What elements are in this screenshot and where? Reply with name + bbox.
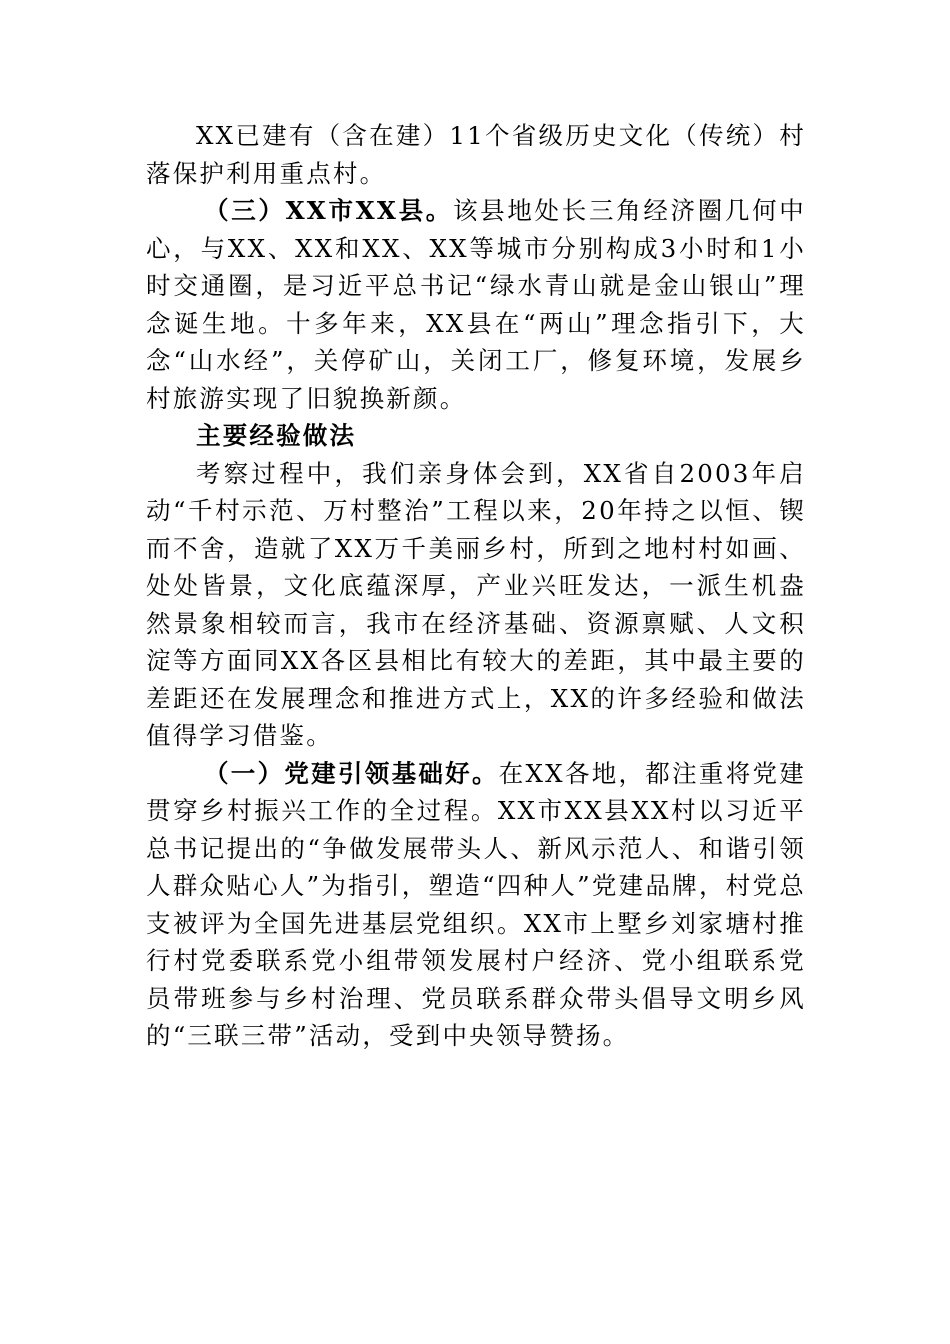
- paragraph-county-section: [146, 192, 806, 417]
- section-lead-heading: （一）党建引领基础好。: [204, 758, 499, 788]
- paragraph-inspection-findings: [146, 455, 806, 755]
- paragraph-text: XX已建有（含在建）11个省级历史文化（传统）村落保护利用重点村。: [146, 121, 806, 188]
- paragraph-party-building: [146, 755, 806, 1055]
- paragraph-historic-villages: [146, 117, 806, 192]
- paragraph-text: 该县地处长三角经济圈几何中心，与XX、XX和XX、XX等城市分别构成3小时和1小时交通圈，是习近平总书记“绿水青山就是金山银山”理念诞生地。十多年来，XX县在“两山”理念指引下，大念“山水经”，关停矿山，关闭工厂，修复环境，发展乡村旅游实现了旧貌换新颜。: [146, 196, 806, 413]
- section-heading: 主要经验做法: [196, 421, 357, 450]
- paragraph-text: 在XX各地，都注重将党建贯穿乡村振兴工作的全过程。XX市XX县XX村以习近平总书记提出的“争做发展带头人、新风示范人、和谐引领人群众贴心人”为指引，塑造“四种人”党建品牌，村党总支被评为全国先进基层党组织。XX市上墅乡刘家塘村推行村党委联系党小组带领发展村户经济、党小组联系党员带班参与乡村治理、党员联系群众带头倡导文明乡风的“三联三带”活动，受到中央领导赞扬。: [146, 758, 806, 1050]
- section-lead-heading: （三）XX市XX县。: [204, 196, 453, 225]
- paragraph-text: 考察过程中，我们亲身体会到，XX省自2003年启动“千村示范、万村整治”工程以来，20年持之以恒、锲而不舍，造就了XX万千美丽乡村，所到之地村村如画、处处皆景，文化底蕴深厚，产业兴旺发达，一派生机盎然景象相较而言，我市在经济基础、资源禀赋、人文积淀等方面同XX各区县相比有较大的差距，其中最主要的差距还在发展理念和推进方式上，XX的许多经验和做法值得学习借鉴。: [146, 458, 806, 750]
- document-page: [146, 117, 806, 1055]
